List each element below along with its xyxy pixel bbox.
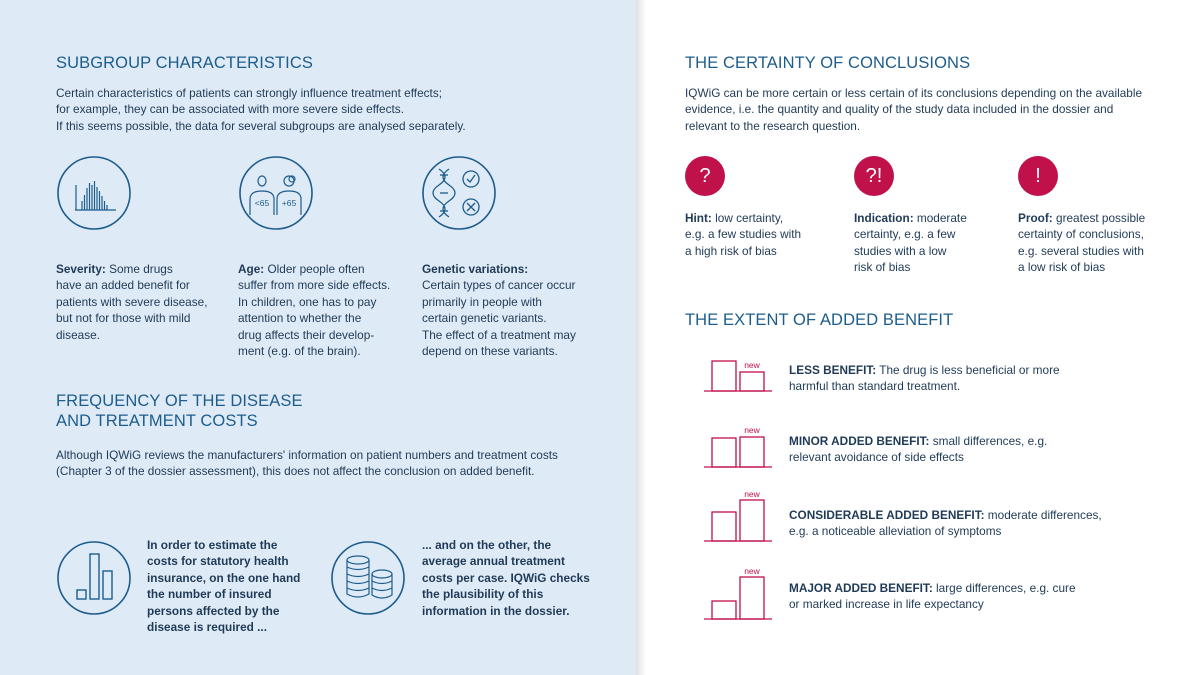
subgroup-title: SUBGROUP CHARACTERISTICS — [56, 54, 313, 72]
certainty-intro: IQWiG can be more certain or less certain of its conclusions depending on the available evidence, i.e. the quantity and quality of the study data included in the dossier and relevant to the research question. — [685, 86, 1143, 133]
certainty-title: THE CERTAINTY OF CONCLUSIONS — [685, 54, 971, 72]
proof-exclamation-icon: ! — [1018, 156, 1058, 196]
svg-text:new: new — [744, 425, 760, 435]
svg-text:<65: <65 — [254, 198, 270, 208]
coins-icon — [330, 540, 406, 616]
insured-persons-text: In order to estimate the costs for statutory health insurance, on the one hand the number of insured persons affected by the disease is required ... — [147, 538, 301, 635]
hint-question-icon: ? — [685, 156, 725, 196]
major-benefit-text: MAJOR ADDED BENEFIT: large differences, e.g. cure or marked increase in life expectancy — [789, 581, 1076, 612]
major-benefit-icon — [702, 566, 774, 622]
svg-text:+65: +65 — [281, 198, 297, 208]
proof-text: Proof: greatest possible certainty of conclusions, e.g. several studies with a low risk of bias — [1018, 211, 1146, 275]
subgroup-intro: Certain characteristics of patients can strongly influence treatment effects; for example, they can be associated with more severe side effects. If this seems possible, the data for several subgroups are analysed separately. — [56, 86, 466, 133]
extent-title: THE EXTENT OF ADDED BENEFIT — [685, 311, 954, 329]
svg-text:new: new — [744, 566, 760, 576]
bar-chart-icon — [56, 540, 132, 616]
severity-text: Severity: Some drugs have an added benefit for patients with severe disease, but not for those with mild disease. — [56, 262, 208, 342]
hint-text: Hint: low certainty, e.g. a few studies with a high risk of bias — [685, 211, 802, 258]
less-benefit-text: LESS BENEFIT: The drug is less beneficial or more harmful than standard treatment. — [789, 363, 1060, 394]
indication-text: Indication: moderate certainty, e.g. a few studies with a low risk of bias — [854, 211, 967, 275]
genetic-text: Genetic variations: Certain types of cancer occur primarily in people with certain genetic variants. The effect of a treatment may depend on these variants. — [422, 262, 576, 359]
age-groups-icon — [238, 155, 314, 231]
indication-icon: ?! — [854, 156, 894, 196]
treatment-costs-text: ... and on the other, the average annual treatment costs per case. IQWiG checks the plausibility of this information in the dossier. — [422, 538, 590, 618]
dna-icon — [421, 155, 497, 231]
minor-benefit-icon — [702, 424, 774, 470]
svg-text:new: new — [744, 360, 760, 370]
minor-benefit-text: MINOR ADDED BENEFIT: small differences, e.g. relevant avoidance of side effects — [789, 434, 1048, 465]
frequency-title: FREQUENCY OF THE DISEASE AND TREATMENT COSTS — [56, 392, 303, 430]
svg-text:new: new — [744, 489, 760, 499]
frequency-intro: Although IQWiG reviews the manufacturers' information on patient numbers and treatment costs (Chapter 3 of the dossier assessment), this does not affect the conclusion on added benefit. — [56, 448, 558, 479]
histogram-icon — [56, 155, 132, 231]
considerable-benefit-text: CONSIDERABLE ADDED BENEFIT: moderate differences, e.g. a noticeable alleviation of symptoms — [789, 508, 1102, 539]
age-text: Age: Older people often suffer from more side effects. In children, one has to pay attention to whether the drug affects their develop- ment (e.g. of the brain). — [238, 262, 391, 359]
considerable-benefit-icon — [702, 488, 774, 544]
less-benefit-icon — [702, 358, 774, 394]
